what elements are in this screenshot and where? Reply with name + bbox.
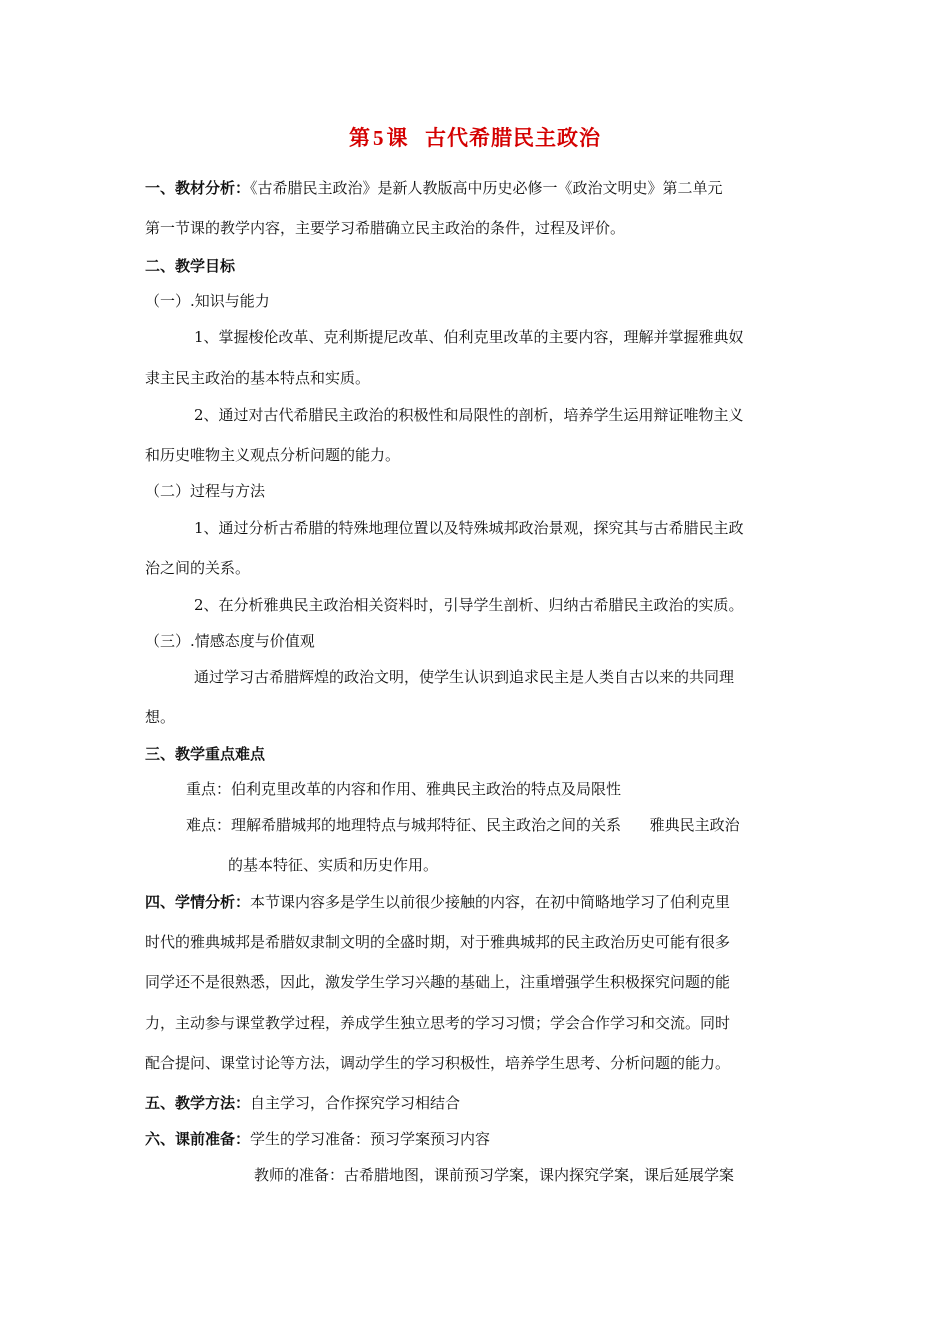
section-6-heading: 六、课前准备： — [145, 1130, 251, 1148]
section-4-line-5: 配合提问、课堂讨论等方法，调动学生的学习积极性，培养学生思考、分析问题的能力。 — [145, 1054, 731, 1072]
section-2-sub-1-p1-a: 1、掌握梭伦改革、克利斯提尼改革、伯利克里改革的主要内容，理解并掌握雅典奴 — [194, 328, 744, 346]
section-4-line-3: 同学还不是很熟悉，因此，激发学生学习兴趣的基础上，注重增强学生积极探究问题的能 — [145, 973, 731, 991]
section-2-sub-2: （二）过程与方法 — [145, 482, 266, 500]
section-4-line-4: 力，主动参与课堂教学过程，养成学生独立思考的学习习惯；学会合作学习和交流。同时 — [145, 1014, 731, 1032]
section-2-heading: 二、教学目标 — [145, 257, 236, 275]
section-3-key-point: 重点：伯利克里改革的内容和作用、雅典民主政治的特点及局限性 — [186, 780, 622, 798]
section-3-difficulty-a: 难点：理解希腊城邦的地理特点与城邦特征、民主政治之间的关系 雅典民主政治 — [186, 816, 740, 834]
section-5-text: 自主学习，合作探究学习相结合 — [250, 1094, 461, 1112]
section-3-difficulty-b: 的基本特征、实质和历史作用。 — [228, 856, 439, 874]
section-6-line — [145, 1129, 490, 1149]
section-1-text-a: 《古希腊民主政治》是新人教版高中历史必修一《政治文明史》第二单元 — [250, 179, 723, 197]
section-2-sub-1-p2-a: 2、通过对古代希腊民主政治的积极性和局限性的剖析，培养学生运用辩证唯物主义 — [194, 406, 744, 424]
section-2-sub-3-p1-b: 想。 — [145, 708, 176, 726]
section-4-line-2: 时代的雅典城邦是希腊奴隶制文明的全盛时期，对于雅典城邦的民主政治历史可能有很多 — [145, 933, 731, 951]
page-title — [0, 122, 950, 152]
section-2-sub-1: （一）.知识与能力 — [145, 292, 270, 310]
section-6-teacher-prep: 教师的准备：古希腊地图，课前预习学案，课内探究学案，课后延展学案 — [254, 1166, 735, 1184]
title-suffix: 课 古代希腊民主政治 — [386, 125, 602, 150]
section-2-sub-1-p2-b: 和历史唯物主义观点分析问题的能力。 — [145, 446, 401, 464]
section-3-heading: 三、教学重点难点 — [145, 745, 266, 763]
section-6-student-prep: 学生的学习准备：预习学案预习内容 — [250, 1130, 491, 1148]
section-2-sub-2-p1-b: 治之间的关系。 — [145, 559, 251, 577]
section-5-line — [145, 1093, 460, 1113]
section-1-line-1 — [145, 178, 723, 198]
title-number: 5 — [372, 126, 385, 150]
section-4-heading: 四、学情分析： — [145, 893, 251, 911]
section-1-line-2: 第一节课的教学内容，主要学习希腊确立民主政治的条件，过程及评价。 — [145, 219, 626, 237]
section-2-sub-3: （三）.情感态度与价值观 — [145, 632, 315, 650]
section-5-heading: 五、教学方法： — [145, 1094, 251, 1112]
section-4-line-1 — [145, 892, 730, 912]
section-2-sub-2-p1-a: 1、通过分析古希腊的特殊地理位置以及特殊城邦政治景观，探究其与古希腊民主政 — [194, 519, 744, 537]
section-2-sub-3-p1-a: 通过学习古希腊辉煌的政治文明，使学生认识到追求民主是人类自古以来的共同理 — [194, 668, 735, 686]
section-4-text-1: 本节课内容多是学生以前很少接触的内容，在初中简略地学习了伯利克里 — [250, 893, 731, 911]
title-prefix: 第 — [348, 125, 371, 150]
section-1-heading: 一、教材分析： — [145, 179, 251, 197]
section-2-sub-1-p1-b: 隶主民主政治的基本特点和实质。 — [145, 369, 371, 387]
section-2-sub-2-p2: 2、在分析雅典民主政治相关资料时，引导学生剖析、归纳古希腊民主政治的实质。 — [194, 596, 744, 614]
